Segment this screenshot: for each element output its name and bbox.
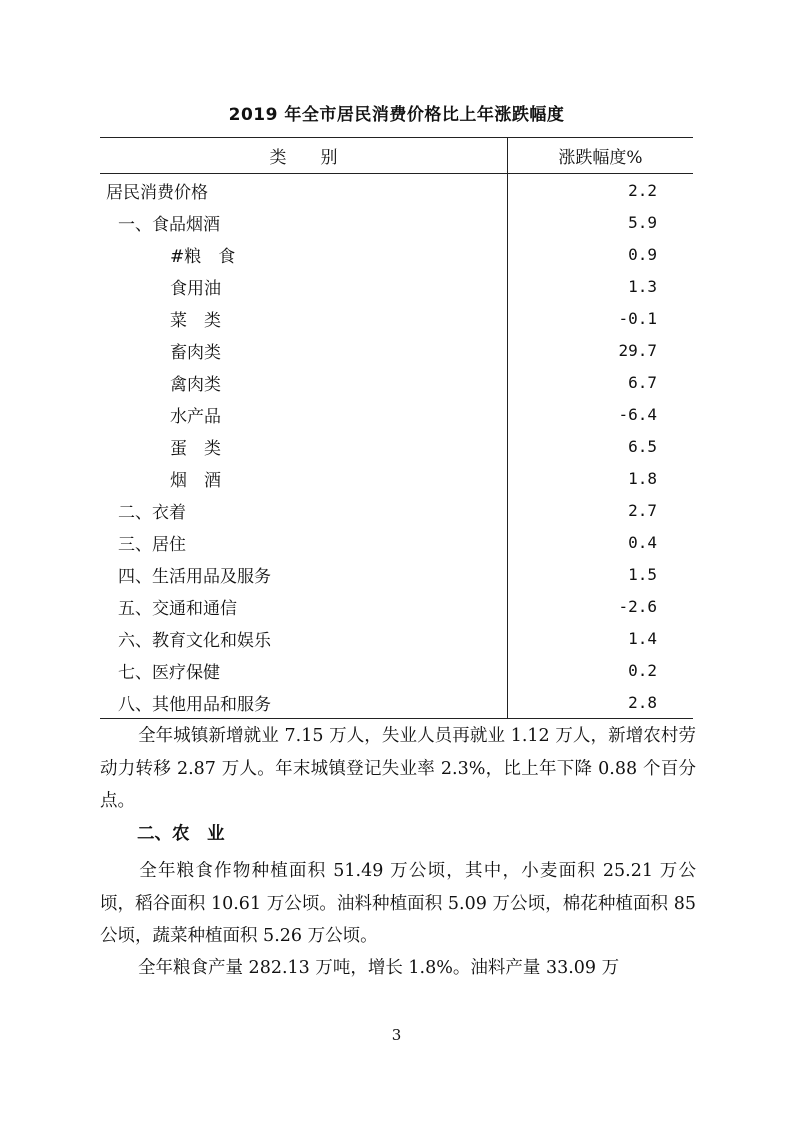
agriculture-area-text: 全年粮食作物种植面积 51.49 万公顷，其中，小麦面积 25.21 万公顷，稻谷面积 10.61 万公顷。油料种植面积 5.09 万公顷，棉花种植面积 85 公顷，蔬菜种植面积 5.26 万公顷。 [100,861,696,946]
row-category-label: 六、教育文化和娱乐 [100,622,508,654]
cpi-table [100,137,693,719]
row-change-value: 0.2 [628,660,657,680]
table-row [100,558,693,590]
page-number: 3 [391,1026,402,1044]
row-category-label: #粮 食 [100,238,508,270]
row-change-value: 5.9 [628,212,657,232]
table-row [100,302,693,334]
row-category-label: 禽肉类 [100,366,508,398]
table-row [100,526,693,558]
row-category-label: 五、交通和通信 [100,590,508,622]
table-row [100,206,693,238]
table-header-row [100,138,693,174]
table-row [100,494,693,526]
employment-text: 全年城镇新增就业 7.15 万人，失业人员再就业 1.12 万人，新增农村劳动力转移 2.87 万人。年末城镇登记失业率 2.3%，比上年下降 0.88 个百分点。 [100,726,696,811]
table-row [100,366,693,398]
row-change-value: 1.8 [628,468,657,488]
row-category-label: 蛋 类 [100,430,508,462]
row-change-value: 29.7 [618,340,657,360]
row-category-label: 烟 酒 [100,462,508,494]
table-row [100,174,693,207]
agriculture-area-paragraph [100,855,696,953]
row-category-label: 居民消费价格 [100,174,508,207]
table-row [100,398,693,430]
row-category-label: 食用油 [100,270,508,302]
agriculture-output-paragraph [100,952,696,985]
row-category-label: 八、其他用品和服务 [100,686,508,719]
table-row [100,270,693,302]
row-change-value: 1.4 [628,628,657,648]
agriculture-output-text: 全年粮食产量 282.13 万吨，增长 1.8%。油料产量 33.09 万 [138,958,620,978]
row-change-value: -2.6 [618,596,657,616]
row-category-label: 一、食品烟酒 [100,206,508,238]
row-change-value: 0.4 [628,532,657,552]
table-row [100,462,693,494]
employment-paragraph [100,720,696,818]
table-row [100,430,693,462]
table-row [100,622,693,654]
row-change-value: 6.7 [628,372,657,392]
table-title: 2019 年全市居民消费价格比上年涨跌幅度 [228,105,565,125]
row-change-value: -6.4 [618,404,657,424]
row-change-value: 2.8 [508,686,694,719]
row-category-label: 二、衣着 [100,494,508,526]
row-change-value: 0.9 [628,244,657,264]
table-row [100,238,693,270]
table-row [100,334,693,366]
row-category-label: 畜肉类 [100,334,508,366]
table-row [100,686,693,719]
row-change-value: 2.2 [628,180,657,200]
column-header-category: 类 别 [100,138,508,174]
row-change-value: 6.5 [628,436,657,456]
row-change-value: -0.1 [618,308,657,328]
row-change-value: 1.3 [628,276,657,296]
row-category-label: 水产品 [100,398,508,430]
row-category-label: 七、医疗保健 [100,654,508,686]
row-change-value: 2.7 [628,500,657,520]
agriculture-heading: 二、农 业 [137,824,225,844]
column-header-change: 涨跌幅度% [508,138,694,174]
row-category-label: 菜 类 [100,302,508,334]
table-row [100,654,693,686]
table-body [100,174,693,719]
row-change-value: 1.5 [628,564,657,584]
row-category-label: 四、生活用品及服务 [100,558,508,590]
row-category-label: 三、居住 [100,526,508,558]
table-row [100,590,693,622]
